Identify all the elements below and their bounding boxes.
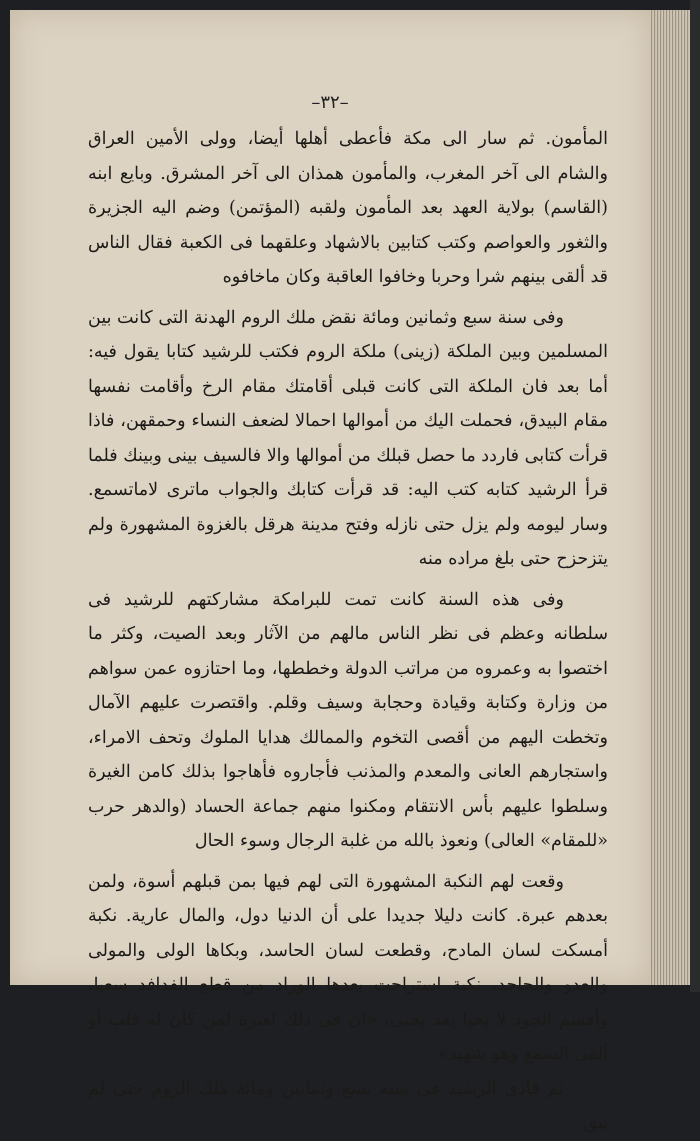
paragraph: المأمون. ثم سار الى مكة فأعطى أهلها أيضا، وولى الأمين العراق والشام الى آخر المغرب، والمأمون همذان الى آخر المشرق. وبايع ابنه (القاسم) بولاية العهد بعد المأمون ولقبه (المؤتمن) وضم اليه الجزيرة والثغور والعواصم وكتب كتابين بالاشهاد وعلقهما فى الكعبة فقال الناس قد ألقى بينهم شرا وحربا وخافوا العاقبة وكان ماخافوه (88, 129, 608, 287)
page-number: –٣٢– (311, 92, 349, 113)
book-binding (690, 0, 700, 992)
page-edges (650, 10, 690, 985)
paragraph: ثم فادى الرشيد فى سنة تسع وثمانين ومائة ملك الروم حتى لم يبق (88, 1078, 608, 1133)
paragraph: وفى سنة سبع وثمانين ومائة نقض ملك الروم الهدنة التى كانت بين المسلمين وبين الملكة (زينى) ملكة الروم فكتب للرشيد كتابا يقول فيه: أما بعد فان الملكة التى كانت قبلى أقامتك مقام الرخ وأقامت نفسها مقام البيدق، فحملت اليك من أموالها احمالا لضعف النساء وحمقهن، فاذا قرأت كتابى فاردد ما حصل قبلك من أموالها والا فالسيف بينى وبينك فلما قرأ الرشيد كتابه كتب اليه: قد قرأت كتابك والجواب ماترى لاماتسمع. وسار ليومه ولم يزل حتى نازله وفتح مدينة هرقل بالغزوة المشهورة ولم يتزحزح حتى بلغ مراده منه (88, 307, 608, 569)
page-text (88, 122, 608, 1141)
book-page (10, 10, 650, 1133)
paragraph: وفى هذه السنة كانت تمت للبرامكة مشاركتهم للرشيد فى سلطانه وعظم فى نظر الناس مالهم من الآثار وبعد الصيت، وكثر ما اختصوا به وعمروه من مراتب الدولة وخططها، وما احتازوه عمن سواهم من وزارة وكتابة وقيادة وحجابة وسيف وقلم. واقتصرت عليهم الآمال وتخطت اليهم من أقصى التخوم والممالك هدايا الملوك وتحف الامراء، واستجارهم العانى والمعدم والمذنب فأجاروه فأهاجوا بذلك كامن الغيرة وسلطوا عليهم بأس الانتقام ومكنوا منهم جماعة الحساد (والدهر حرب «للمقام» العالى) ونعوذ بالله من غلبة الرجال وسوء الحال (88, 589, 608, 851)
paragraph: وقعت لهم النكبة المشهورة التى لهم فيها بمن قبلهم أسوة، ولمن بعدهم عبرة. كانت دليلا جديدا على أن الدنيا دول، والمال عارية. نكبة أمسكت لسان المادح، وقطعت لسان الحاسد، وبكاها الولى والمولى والعدو والجاحد. نكبة استراحت بعدها الوراد من قطع الفدافد سعيا، وأقسم الجود لا يحيا بعد يحيى، «ان فى ذلك لعبرة لمن كان له قلب أو ألقى السمع وهو شهيد» (88, 871, 608, 1064)
